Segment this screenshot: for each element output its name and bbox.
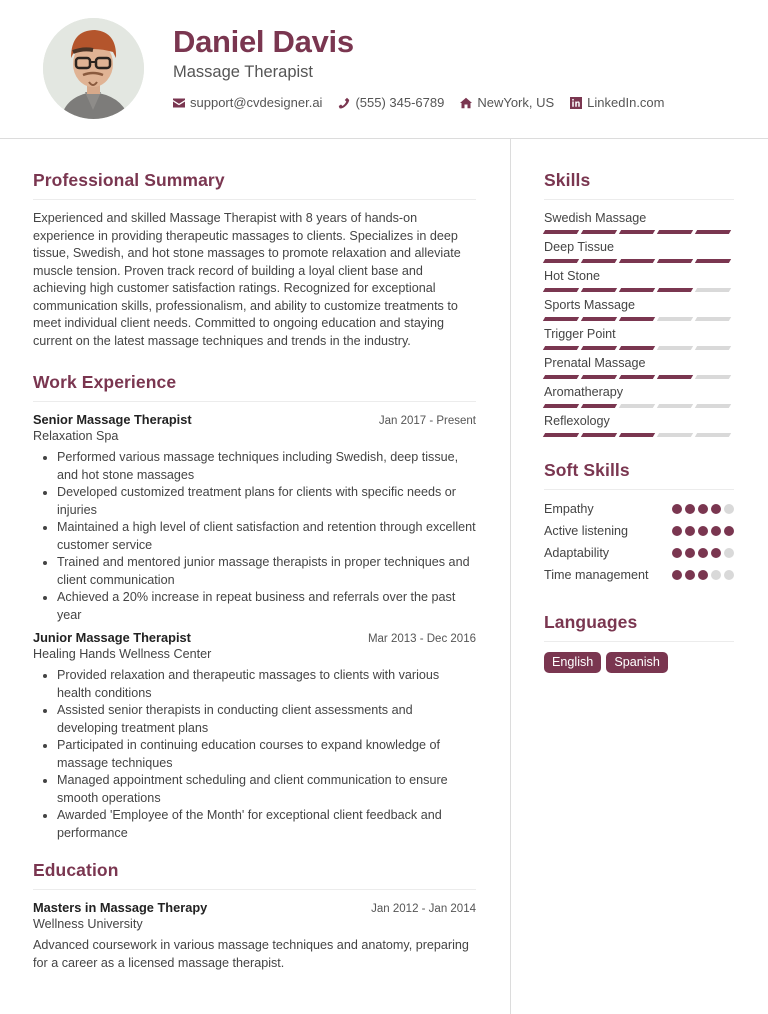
- rating-dot: [711, 570, 721, 580]
- rating-dot: [685, 548, 695, 558]
- soft-skill-name: Adaptability: [544, 546, 610, 560]
- job-entry: [33, 412, 476, 624]
- profile-photo: [43, 18, 144, 119]
- skill-item: [544, 210, 734, 235]
- list-item: • Trained and mentored junior massage therapists in proper techniques and client communication: [57, 554, 476, 589]
- section-heading: Languages: [544, 612, 734, 642]
- soft-skill-item: [544, 522, 734, 540]
- soft-skill-rating: [672, 570, 734, 580]
- contact-linkedin-text: LinkedIn.com: [587, 95, 665, 110]
- job-date: Mar 2013 - Dec 2016: [367, 633, 476, 645]
- skill-level-bar: [544, 259, 734, 264]
- job-role: Senior Massage Therapist: [33, 412, 192, 427]
- skill-name: Sports Massage: [544, 298, 635, 312]
- rating-dot: [672, 570, 682, 580]
- rating-dot: [672, 504, 682, 514]
- skill-level-bar: [544, 230, 734, 235]
- skill-name: Prenatal Massage: [544, 356, 646, 370]
- level-segment: [543, 230, 579, 234]
- level-segment: [619, 346, 655, 350]
- level-segment: [657, 230, 693, 234]
- job-bullets: [33, 449, 476, 624]
- section-heading: Skills: [544, 170, 734, 200]
- level-segment: [695, 375, 731, 379]
- language-tag: Spanish: [606, 652, 668, 673]
- level-segment: [581, 317, 617, 321]
- level-segment: [619, 230, 655, 234]
- contact-bar: [173, 95, 681, 110]
- contact-location-text: NewYork, US: [477, 95, 555, 110]
- level-segment: [543, 259, 579, 263]
- level-segment: [619, 404, 655, 408]
- soft-skill-item: [544, 544, 734, 562]
- level-segment: [695, 346, 731, 350]
- skill-level-bar: [544, 375, 734, 380]
- skill-level-bar: [544, 404, 734, 409]
- level-segment: [619, 288, 655, 292]
- skill-item: [544, 268, 734, 293]
- level-segment: [695, 404, 731, 408]
- job-bullets: [33, 667, 476, 842]
- list-item: • Participated in continuing education courses to expand knowledge of massage techniques: [57, 737, 476, 772]
- degree: Masters in Massage Therapy: [33, 900, 208, 915]
- candidate-title: Massage Therapist: [173, 63, 314, 81]
- list-item: • Performed various massage techniques including Swedish, deep tissue, and hot stone massages: [57, 449, 476, 484]
- rating-dot: [698, 504, 708, 514]
- soft-skill-name: Active listening: [544, 524, 628, 538]
- list-item: • Maintained a high level of client satisfaction and retention through excellent customer service: [57, 519, 476, 554]
- candidate-name: Daniel Davis: [173, 24, 354, 59]
- level-segment: [543, 375, 579, 379]
- level-segment: [657, 259, 693, 263]
- skill-name: Hot Stone: [544, 269, 601, 283]
- rating-dot: [698, 548, 708, 558]
- rating-dot: [672, 548, 682, 558]
- rating-dot: [698, 526, 708, 536]
- skill-level-bar: [544, 433, 734, 438]
- education-date: Jan 2012 - Jan 2014: [371, 903, 476, 915]
- level-segment: [543, 404, 579, 408]
- main-column: [33, 170, 476, 978]
- summary-text: Experienced and skilled Massage Therapist with 8 years of hands-on experience in providing therapeutic massages to clients. Specializes in deep tissue, Swedish, and hot stone massages to promote relaxation and alleviate muscle tension. Proven track record of building a loyal client base and achieving high customer satisfaction ratings. Recognized for exceptional communication skills, professionalism, and ability to customize treatments to meet individual client needs. Committed to ongoing education and staying current on the latest massage techniques and trends in the industry.: [33, 211, 461, 348]
- job-entry: [33, 630, 476, 842]
- level-segment: [581, 433, 617, 437]
- column-divider: [510, 139, 511, 1014]
- language-tag: English: [544, 652, 601, 673]
- education-description: Advanced coursework in various massage techniques and anatomy, preparing for a career as a licensed massage therapist.: [33, 938, 469, 970]
- skills-list: [544, 210, 734, 438]
- contact-phone[interactable]: [338, 95, 444, 110]
- rating-dot: [685, 526, 695, 536]
- contact-phone-text: (555) 345-6789: [355, 95, 445, 110]
- rating-dot: [698, 570, 708, 580]
- list-item: • Achieved a 20% increase in repeat business and referrals over the past year: [57, 589, 476, 624]
- soft-skills-section: [544, 460, 734, 584]
- level-segment: [581, 288, 617, 292]
- rating-dot: [724, 548, 734, 558]
- job-role: Junior Massage Therapist: [33, 630, 191, 645]
- level-segment: [581, 230, 617, 234]
- level-segment: [619, 259, 655, 263]
- level-segment: [695, 230, 731, 234]
- skill-name: Deep Tissue: [544, 240, 615, 254]
- soft-skill-name: Empathy: [544, 502, 594, 516]
- level-segment: [543, 317, 579, 321]
- job-company: Healing Hands Wellness Center: [33, 647, 212, 661]
- level-segment: [543, 346, 579, 350]
- level-segment: [657, 288, 693, 292]
- skill-item: [544, 326, 734, 351]
- soft-skills-list: [544, 500, 734, 584]
- rating-dot: [724, 526, 734, 536]
- level-segment: [619, 317, 655, 321]
- soft-skill-rating: [672, 526, 734, 536]
- level-segment: [695, 259, 731, 263]
- languages-section: [544, 612, 734, 673]
- skill-item: [544, 297, 734, 322]
- section-heading: Education: [33, 860, 476, 890]
- level-segment: [657, 433, 693, 437]
- sidebar-column: [544, 170, 734, 673]
- level-segment: [695, 288, 731, 292]
- education-section: [33, 860, 476, 972]
- skill-item: [544, 413, 734, 438]
- level-segment: [695, 433, 731, 437]
- section-heading: Work Experience: [33, 372, 476, 402]
- avatar: [43, 18, 144, 119]
- level-segment: [581, 404, 617, 408]
- skill-level-bar: [544, 317, 734, 322]
- rating-dot: [672, 526, 682, 536]
- level-segment: [581, 346, 617, 350]
- job-date: Jan 2017 - Present: [378, 415, 476, 427]
- skill-item: [544, 355, 734, 380]
- level-segment: [619, 433, 655, 437]
- level-segment: [657, 317, 693, 321]
- rating-dot: [711, 548, 721, 558]
- skill-item: [544, 384, 734, 409]
- rating-dot: [724, 504, 734, 514]
- level-segment: [543, 288, 579, 292]
- skill-name: Trigger Point: [544, 327, 616, 341]
- soft-skill-rating: [672, 548, 734, 558]
- skill-name: Aromatherapy: [544, 385, 624, 399]
- list-item: • Assisted senior therapists in conducting client assessments and developing treatment plans: [57, 702, 476, 737]
- home-icon: [460, 97, 472, 109]
- linkedin-icon: [570, 97, 582, 109]
- phone-icon: [338, 97, 350, 109]
- section-heading: Soft Skills: [544, 460, 734, 490]
- education-entry: [33, 900, 476, 972]
- level-segment: [619, 375, 655, 379]
- list-item: • Provided relaxation and therapeutic massages to clients with various health conditions: [57, 667, 476, 702]
- list-item: • Managed appointment scheduling and client communication to ensure smooth operations: [57, 772, 476, 807]
- skill-name: Reflexology: [544, 414, 610, 428]
- level-segment: [695, 317, 731, 321]
- rating-dot: [711, 504, 721, 514]
- job-company: Relaxation Spa: [33, 429, 119, 443]
- contact-email[interactable]: [173, 95, 322, 110]
- contact-location: [460, 95, 554, 110]
- resume-header: [0, 0, 768, 139]
- language-tags: [544, 652, 734, 673]
- rating-dot: [711, 526, 721, 536]
- rating-dot: [685, 504, 695, 514]
- level-segment: [581, 375, 617, 379]
- section-heading: Professional Summary: [33, 170, 476, 200]
- skill-item: [544, 239, 734, 264]
- rating-dot: [685, 570, 695, 580]
- list-item: • Developed customized treatment plans for clients with specific needs or injuries: [57, 484, 476, 519]
- level-segment: [543, 433, 579, 437]
- soft-skill-rating: [672, 504, 734, 514]
- skill-level-bar: [544, 288, 734, 293]
- soft-skill-item: [544, 566, 734, 584]
- contact-email-text: support@cvdesigner.ai: [190, 95, 323, 110]
- list-item: • Awarded 'Employee of the Month' for exceptional client feedback and performance: [57, 807, 476, 842]
- level-segment: [657, 375, 693, 379]
- skills-section: [544, 170, 734, 438]
- experience-section: [33, 372, 476, 842]
- level-segment: [581, 259, 617, 263]
- skill-name: Swedish Massage: [544, 211, 647, 225]
- school: Wellness University: [33, 917, 143, 931]
- skill-level-bar: [544, 346, 734, 351]
- soft-skill-name: Time management: [544, 568, 649, 582]
- level-segment: [657, 404, 693, 408]
- summary-section: [33, 170, 476, 350]
- rating-dot: [724, 570, 734, 580]
- level-segment: [657, 346, 693, 350]
- soft-skill-item: [544, 500, 734, 518]
- envelope-icon: [173, 97, 185, 109]
- contact-linkedin[interactable]: [570, 95, 664, 110]
